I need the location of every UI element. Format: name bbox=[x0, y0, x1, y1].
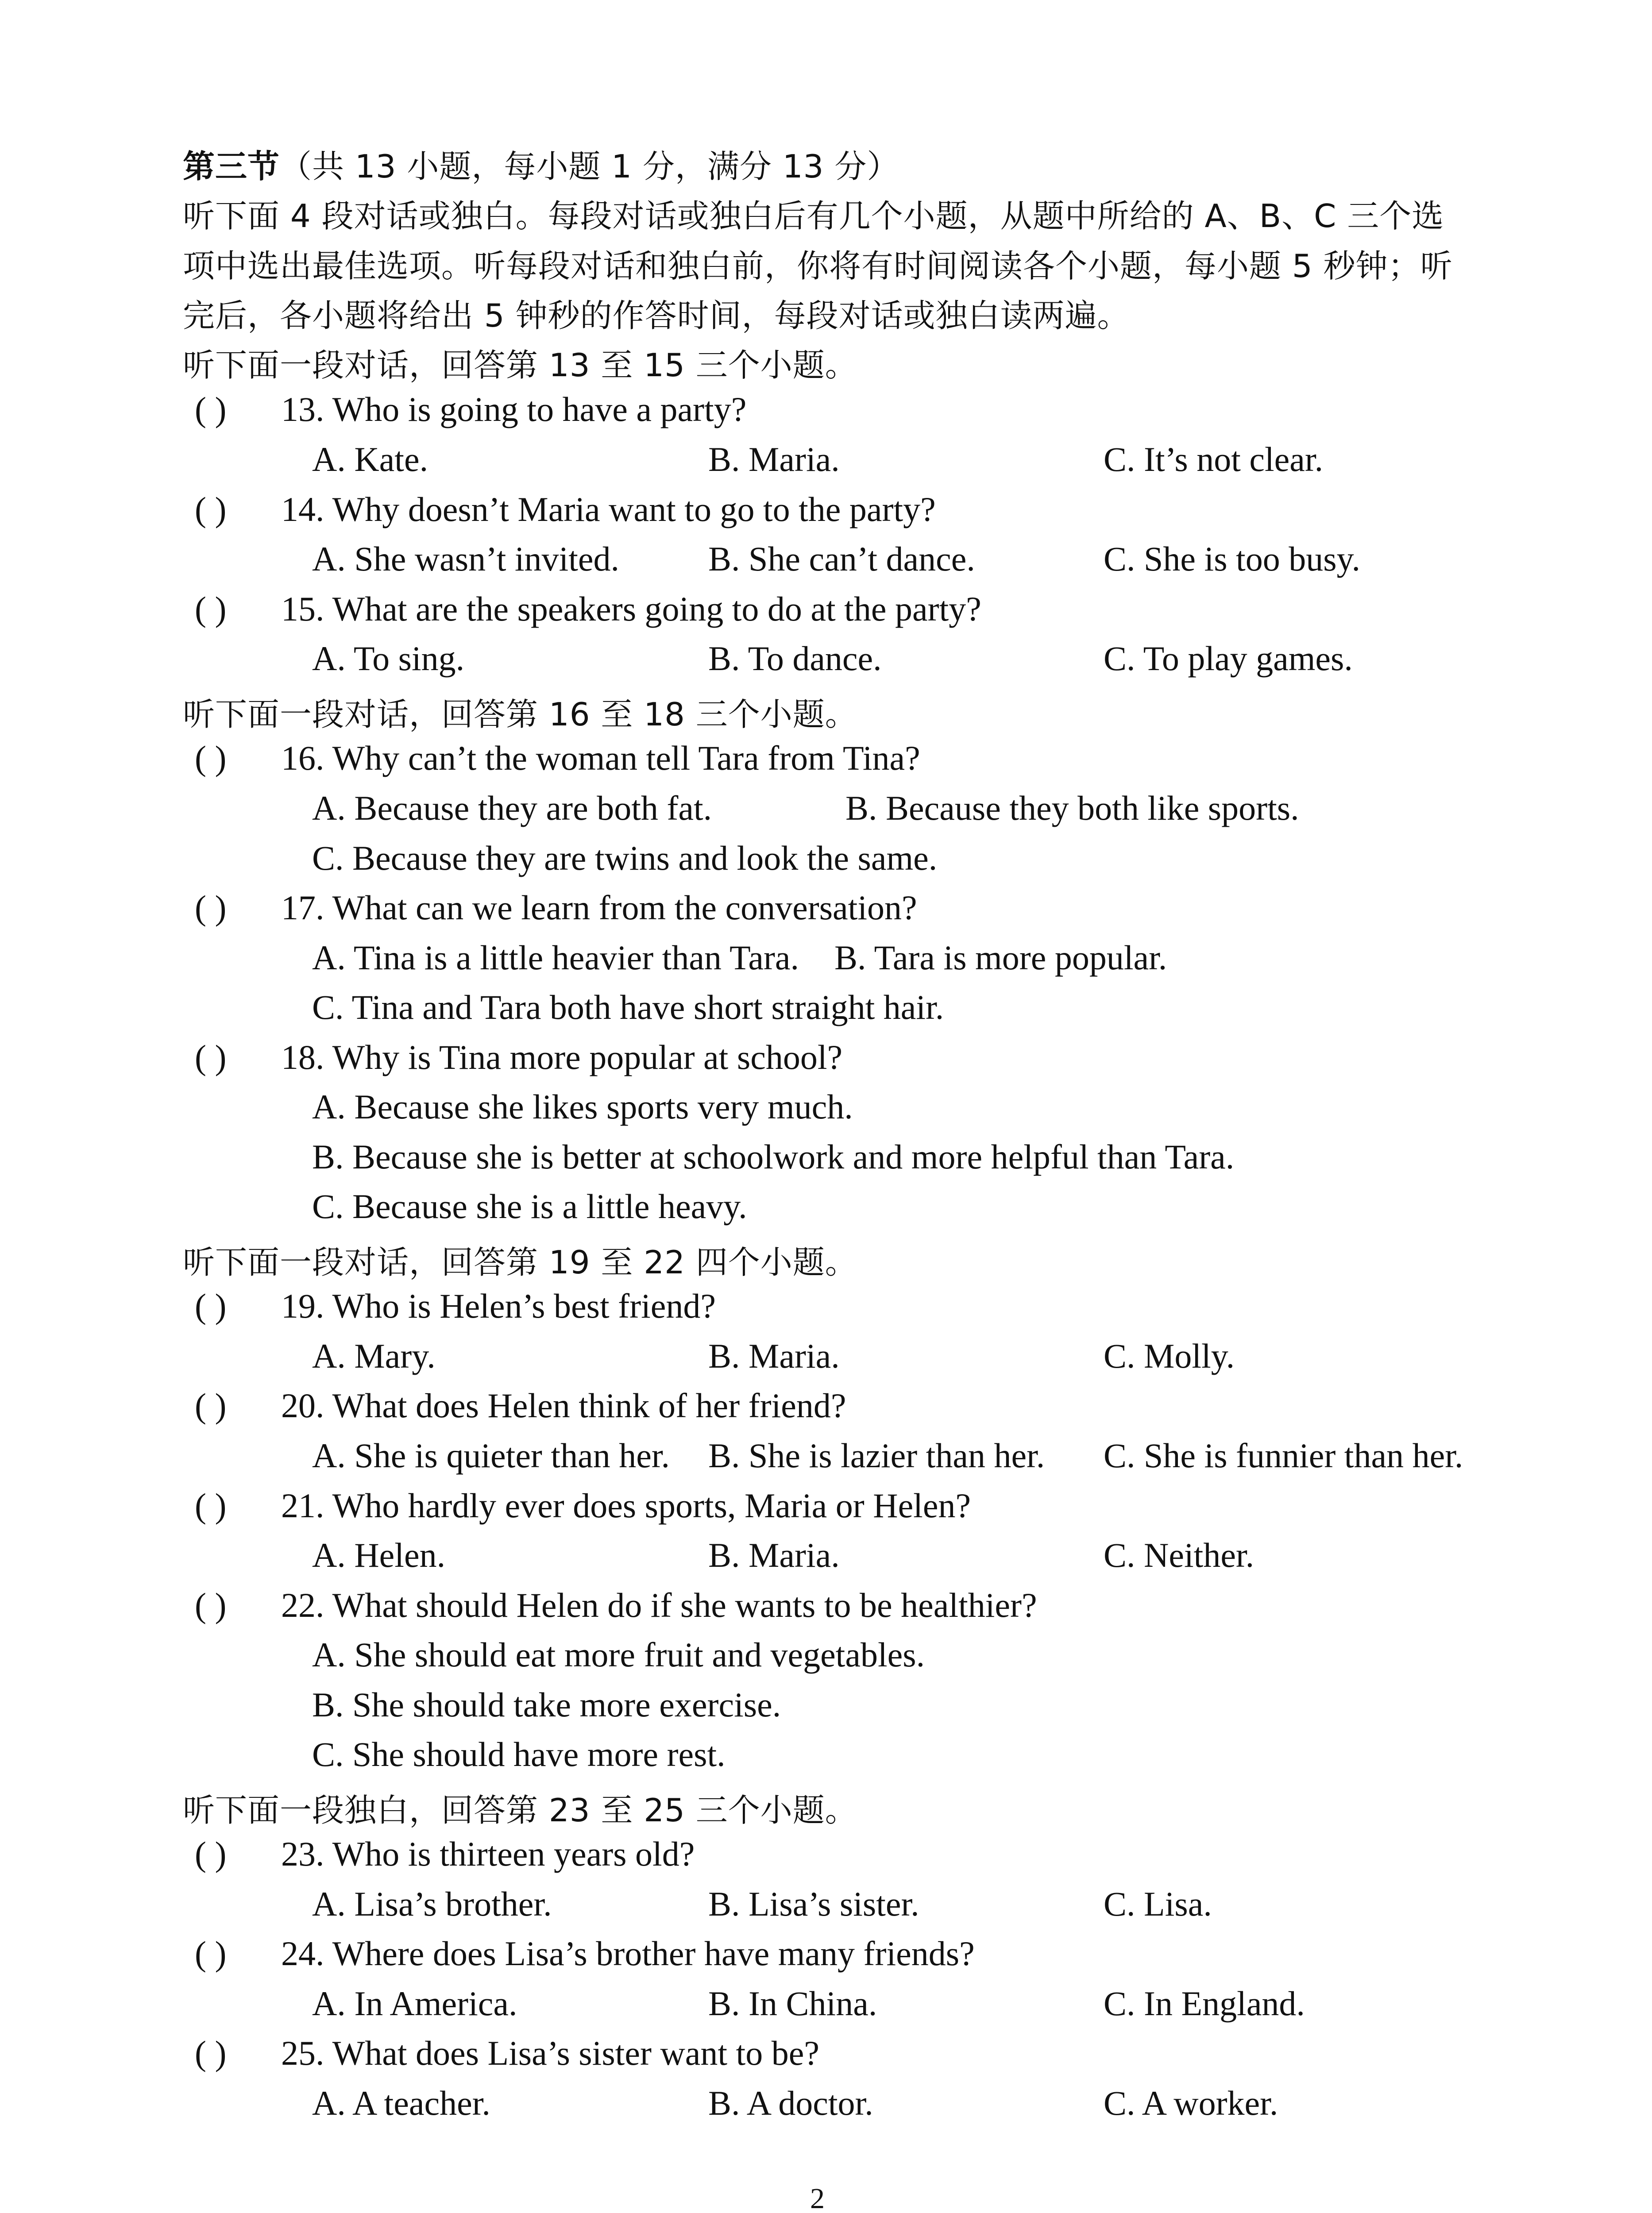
page-number: 2 bbox=[810, 2182, 825, 2213]
answer-paren: ( ) bbox=[195, 2034, 227, 2072]
answer-paren: ( ) bbox=[195, 1934, 227, 1973]
question-22 bbox=[195, 1585, 1037, 1625]
answer-paren: ( ) bbox=[195, 490, 227, 528]
option-b: B. She is lazier than her. bbox=[708, 1436, 1045, 1475]
instruction-line: 完后，各小题将给出 5 钟秒的作答时间，每段对话或独白读两遍。 bbox=[183, 297, 1130, 334]
question-text: 25. What does Lisa’s sister want to be? bbox=[281, 2034, 819, 2072]
option-c: C. Lisa. bbox=[1104, 1885, 1212, 1923]
instruction-line: 听下面 4 段对话或独白。每段对话或独白后有几个小题，从题中所给的 A、B、C 三个选 bbox=[183, 197, 1444, 235]
question-18 bbox=[195, 1037, 842, 1077]
option-c: C. Neither. bbox=[1104, 1536, 1254, 1574]
option-a: A. To sing. bbox=[312, 639, 465, 678]
option-c: C. A worker. bbox=[1104, 2084, 1278, 2122]
question-text: 21. Who hardly ever does sports, Maria or Helen? bbox=[281, 1486, 971, 1525]
option-b: B. She should take more exercise. bbox=[312, 1685, 781, 1724]
option-c: C. To play games. bbox=[1104, 639, 1353, 678]
section-heading bbox=[183, 141, 899, 187]
question-text: 15. What are the speakers going to do at the party? bbox=[281, 590, 981, 628]
option-c: C. Tina and Tara both have short straight hair. bbox=[312, 988, 944, 1026]
option-c: C. She is too busy. bbox=[1104, 540, 1361, 578]
section-title: 第三节 bbox=[183, 148, 280, 185]
instruction-line: 项中选出最佳选项。听每段对话和独白前，你将有时间阅读各个小题，每小题 5 秒钟；听 bbox=[183, 247, 1453, 285]
question-19 bbox=[195, 1286, 716, 1326]
answer-paren: ( ) bbox=[195, 590, 227, 628]
question-14 bbox=[195, 490, 936, 529]
question-text: 23. Who is thirteen years old? bbox=[281, 1835, 695, 1873]
option-a: A. She wasn’t invited. bbox=[312, 540, 620, 578]
option-a: A. In America. bbox=[312, 1984, 517, 2023]
option-c: C. In England. bbox=[1104, 1984, 1305, 2023]
option-b: B. To dance. bbox=[708, 639, 882, 678]
option-b: B. In China. bbox=[708, 1984, 877, 2023]
question-16 bbox=[195, 738, 920, 778]
question-15 bbox=[195, 589, 981, 629]
option-a: A. Kate. bbox=[312, 440, 428, 478]
question-text: 16. Why can’t the woman tell Tara from Tina? bbox=[281, 739, 920, 777]
option-a: A. A teacher. bbox=[312, 2084, 490, 2122]
option-b: B. Maria. bbox=[708, 1337, 840, 1375]
option-c: C. She is funnier than her. bbox=[1104, 1436, 1463, 1475]
option-a: A. Because she likes sports very much. bbox=[312, 1087, 853, 1126]
question-13 bbox=[195, 389, 746, 429]
option-b: B. A doctor. bbox=[708, 2084, 873, 2122]
question-text: 24. Where does Lisa’s brother have many friends? bbox=[281, 1934, 975, 1973]
option-b: B. Lisa’s sister. bbox=[708, 1885, 919, 1923]
question-text: 20. What does Helen think of her friend? bbox=[281, 1386, 846, 1425]
question-24 bbox=[195, 1934, 975, 1974]
answer-paren: ( ) bbox=[195, 1586, 227, 1624]
option-b: B. She can’t dance. bbox=[708, 540, 975, 578]
question-text: 18. Why is Tina more popular at school? bbox=[281, 1038, 843, 1076]
option-b: B. Maria. bbox=[708, 440, 840, 478]
answer-paren: ( ) bbox=[195, 1486, 227, 1525]
option-a: A. Because they are both fat. bbox=[312, 789, 712, 827]
question-25 bbox=[195, 2033, 819, 2073]
option-c: C. Because she is a little heavy. bbox=[312, 1187, 747, 1226]
option-c: C. It’s not clear. bbox=[1104, 440, 1324, 478]
question-23 bbox=[195, 1834, 695, 1874]
answer-paren: ( ) bbox=[195, 1386, 227, 1425]
group-intro: 听下面一段独白，回答第 23 至 25 三个小题。 bbox=[183, 1792, 857, 1829]
option-b: B. Because she is better at schoolwork and more helpful than Tara. bbox=[312, 1137, 1235, 1176]
option-a: A. Mary. bbox=[312, 1337, 436, 1375]
option-a: A. Tina is a little heavier than Tara. bbox=[312, 938, 799, 977]
group-intro: 听下面一段对话，回答第 16 至 18 三个小题。 bbox=[183, 696, 857, 733]
section-score-note: （共 13 小题，每小题 1 分，满分 13 分） bbox=[280, 148, 899, 185]
answer-paren: ( ) bbox=[195, 390, 227, 428]
answer-paren: ( ) bbox=[195, 1287, 227, 1325]
option-a: A. She should eat more fruit and vegetables. bbox=[312, 1635, 925, 1674]
answer-paren: ( ) bbox=[195, 1038, 227, 1076]
option-b: B. Because they both like sports. bbox=[845, 789, 1299, 827]
question-text: 17. What can we learn from the conversation? bbox=[281, 888, 917, 927]
option-b: B. Tara is more popular. bbox=[834, 938, 1167, 977]
question-21 bbox=[195, 1486, 971, 1526]
answer-paren: ( ) bbox=[195, 888, 227, 927]
option-b: B. Maria. bbox=[708, 1536, 840, 1574]
question-20 bbox=[195, 1386, 846, 1426]
option-c: C. Because they are twins and look the same. bbox=[312, 839, 938, 877]
option-a: A. Helen. bbox=[312, 1536, 446, 1574]
question-text: 19. Who is Helen’s best friend? bbox=[281, 1287, 716, 1325]
question-17 bbox=[195, 888, 917, 928]
option-a: A. Lisa’s brother. bbox=[312, 1885, 552, 1923]
option-c: C. Molly. bbox=[1104, 1337, 1235, 1375]
question-text: 14. Why doesn’t Maria want to go to the party? bbox=[281, 490, 936, 528]
question-text: 13. Who is going to have a party? bbox=[281, 390, 747, 428]
option-c: C. She should have more rest. bbox=[312, 1735, 726, 1773]
group-intro: 听下面一段对话，回答第 19 至 22 四个小题。 bbox=[183, 1244, 857, 1281]
answer-paren: ( ) bbox=[195, 1835, 227, 1873]
answer-paren: ( ) bbox=[195, 739, 227, 777]
question-text: 22. What should Helen do if she wants to be healthier? bbox=[281, 1586, 1037, 1624]
group-intro: 听下面一段对话，回答第 13 至 15 三个小题。 bbox=[183, 347, 857, 384]
option-a: A. She is quieter than her. bbox=[312, 1436, 670, 1475]
